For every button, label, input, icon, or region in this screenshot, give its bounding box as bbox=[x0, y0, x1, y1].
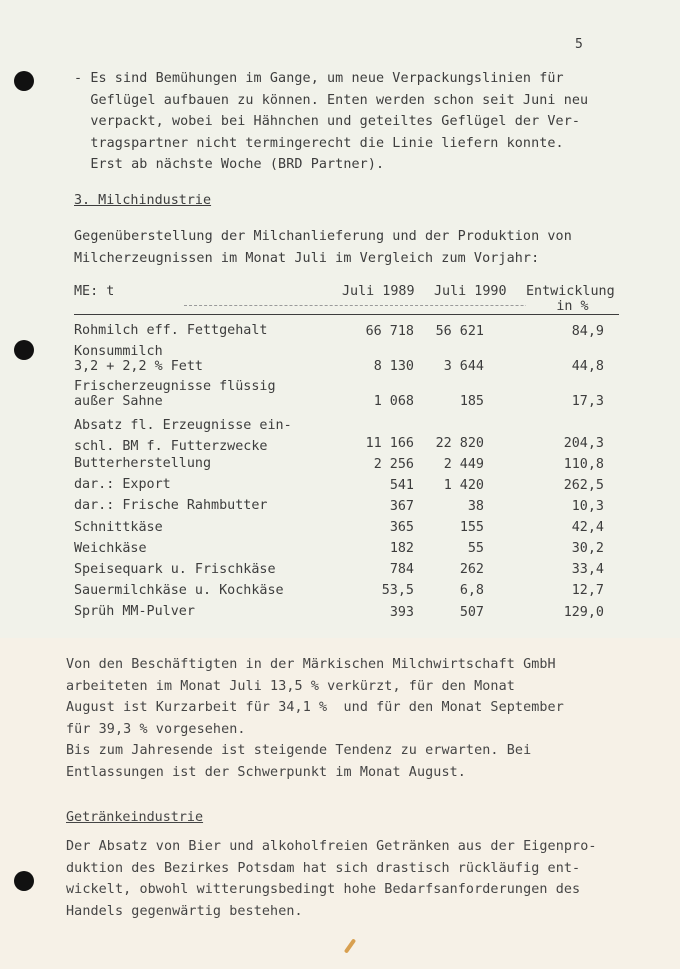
table-header bbox=[74, 284, 619, 315]
value-1989: 784 bbox=[389, 562, 414, 578]
page-number: 5 bbox=[575, 37, 583, 52]
text-line: tragspartner nicht termingerecht die Linie liefern konnte. bbox=[74, 135, 564, 151]
value-1990: 38 bbox=[467, 499, 484, 515]
table-row bbox=[74, 478, 619, 499]
value-development: 42,4 bbox=[571, 520, 604, 536]
row-label: Speisequark u. Frischkäse bbox=[74, 561, 276, 577]
value-development: 44,8 bbox=[571, 358, 604, 374]
value-1990: 155 bbox=[459, 520, 484, 536]
value-1989: 1 068 bbox=[373, 393, 414, 409]
header-development: Entwicklung bbox=[526, 284, 615, 299]
header-july-1990: Juli 1990 bbox=[434, 284, 507, 299]
value-development: 12,7 bbox=[571, 583, 604, 599]
header-development-unit: in % bbox=[526, 299, 619, 314]
table-row bbox=[74, 584, 619, 605]
milk-table bbox=[74, 284, 619, 626]
table-row bbox=[74, 345, 619, 380]
value-1989: 11 166 bbox=[365, 435, 414, 451]
value-development: 10,3 bbox=[571, 499, 604, 515]
text-line: - Es sind Bemühungen im Gange, um neue Verpackungslinien für bbox=[74, 71, 564, 86]
value-1990: 22 820 bbox=[435, 435, 484, 451]
value-development: 84,9 bbox=[571, 323, 604, 339]
value-1989: 66 718 bbox=[365, 323, 414, 339]
row-label: Rohmilch eff. Fettgehalt bbox=[74, 323, 268, 338]
row-label: Weichkäse bbox=[74, 540, 147, 556]
value-development: 110,8 bbox=[563, 456, 604, 472]
row-label: Frischerzeugnisse flüssig außer Sahne bbox=[74, 379, 276, 409]
table-row bbox=[74, 521, 619, 542]
value-1989: 367 bbox=[389, 499, 414, 515]
text-line: Handels gegenwärtig bestehen. bbox=[66, 903, 303, 919]
row-label: Sprüh MM-Pulver bbox=[74, 603, 195, 619]
punch-hole-icon bbox=[14, 71, 34, 91]
value-1989: 8 130 bbox=[373, 358, 414, 374]
text-line: Geflügel aufbauen zu können. Enten werden schon seit Juni neu bbox=[74, 92, 589, 108]
punch-hole-icon bbox=[14, 340, 34, 360]
text-line: für 39,3 % vorgesehen. bbox=[66, 721, 246, 737]
table-row bbox=[74, 457, 619, 478]
row-label: Schnittkäse bbox=[74, 519, 163, 535]
table-row bbox=[74, 499, 619, 520]
text-line: Entlassungen ist der Schwerpunkt im Monat August. bbox=[66, 764, 466, 780]
table-body bbox=[74, 324, 619, 626]
table-row bbox=[74, 324, 619, 345]
section-heading-milk: 3. Milchindustrie bbox=[74, 193, 212, 208]
table-row bbox=[74, 380, 619, 415]
row-label: dar.: Frische Rahmbutter bbox=[74, 498, 268, 514]
row-label: Konsummilch 3,2 + 2,2 % Fett bbox=[74, 344, 203, 374]
value-development: 204,3 bbox=[563, 435, 604, 451]
value-1989: 53,5 bbox=[381, 583, 414, 599]
value-1989: 182 bbox=[389, 541, 414, 557]
value-1990: 507 bbox=[459, 604, 484, 620]
text-line: Gegenüberstellung der Milchanlieferung und der Produktion von bbox=[74, 229, 572, 244]
text-line: Der Absatz von Bier und alkoholfreien Getränken aus der Eigenpro- bbox=[66, 839, 597, 854]
row-label: Butterherstellung bbox=[74, 456, 212, 472]
value-1990: 1 420 bbox=[443, 477, 484, 493]
value-1990: 185 bbox=[459, 393, 484, 409]
table-row bbox=[74, 415, 619, 457]
table-row bbox=[74, 605, 619, 626]
value-1990: 6,8 bbox=[459, 583, 484, 599]
value-1990: 55 bbox=[467, 541, 484, 557]
row-label: dar.: Export bbox=[74, 477, 171, 493]
punch-hole-icon bbox=[14, 871, 34, 891]
table-row bbox=[74, 542, 619, 563]
text-line: Erst ab nächste Woche (BRD Partner). bbox=[74, 157, 385, 172]
text-line: wickelt, obwohl witterungsbedingt hohe Bedarfsanforderungen des bbox=[66, 882, 581, 897]
value-development: 30,2 bbox=[571, 541, 604, 557]
value-development: 33,4 bbox=[571, 562, 604, 578]
text-line: Bis zum Jahresende ist steigende Tendenz zu erwarten. Bei bbox=[66, 743, 532, 758]
value-development: 262,5 bbox=[563, 477, 604, 493]
section-heading-beverage: Getränkeindustrie bbox=[66, 810, 204, 825]
header-july-1989: Juli 1989 bbox=[342, 284, 415, 299]
value-1990: 3 644 bbox=[443, 358, 484, 374]
value-development: 129,0 bbox=[563, 604, 604, 620]
header-unit: ME: t bbox=[74, 284, 115, 299]
value-1989: 365 bbox=[389, 520, 414, 536]
value-1989: 541 bbox=[389, 477, 414, 493]
value-1990: 262 bbox=[459, 562, 484, 578]
text-line: verpackt, wobei bei Hähnchen und geteiltes Geflügel der Ver- bbox=[74, 114, 581, 129]
text-line: arbeiteten im Monat Juli 13,5 % verkürzt, für den Monat bbox=[66, 678, 515, 694]
value-development: 17,3 bbox=[571, 393, 604, 409]
value-1990: 56 621 bbox=[435, 323, 484, 339]
value-1989: 393 bbox=[389, 604, 414, 620]
row-label: Absatz fl. Erzeugnisse ein- schl. BM f. Futterzwecke bbox=[74, 418, 292, 455]
text-line: duktion des Bezirkes Potsdam hat sich drastisch rückläufig ent- bbox=[66, 860, 581, 876]
text-line: Von den Beschäftigten in der Märkischen Milchwirtschaft GmbH bbox=[66, 657, 556, 672]
text-line: Milcherzeugnissen im Monat Juli im Vergleich zum Vorjahr: bbox=[74, 250, 540, 266]
value-1989: 2 256 bbox=[373, 456, 414, 472]
value-1990: 2 449 bbox=[443, 456, 484, 472]
table-row bbox=[74, 563, 619, 584]
text-line: August ist Kurzarbeit für 34,1 % und für den Monat September bbox=[66, 700, 564, 715]
row-label: Sauermilchkäse u. Kochkäse bbox=[74, 582, 284, 598]
